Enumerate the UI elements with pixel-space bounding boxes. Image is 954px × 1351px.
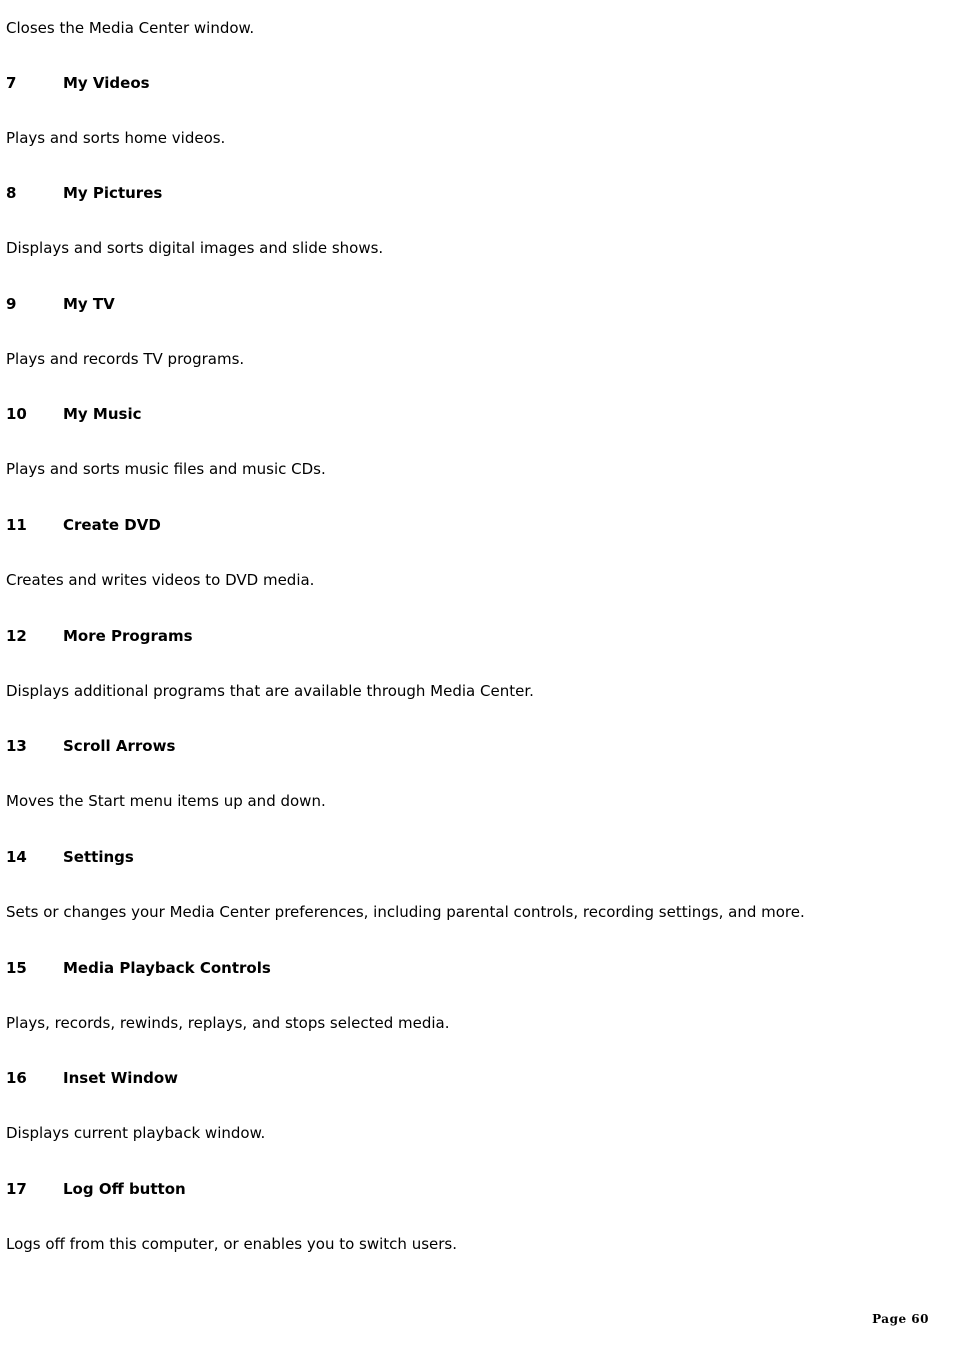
entry-number: 14: [6, 848, 27, 866]
entry-title: Log Off button: [63, 1180, 186, 1198]
entry-number: 15: [6, 959, 27, 977]
entry-description: Displays current playback window.: [6, 1124, 266, 1142]
page-number: Page 60: [872, 1312, 929, 1326]
entry-description: Plays, records, rewinds, replays, and stops selected media.: [6, 1014, 450, 1032]
entry-title: Media Playback Controls: [63, 959, 271, 977]
entry-description: Sets or changes your Media Center preferences, including parental controls, recording settings, and more.: [6, 903, 805, 921]
entry-number: 16: [6, 1069, 27, 1087]
entry-title: My TV: [63, 295, 115, 313]
entry-title: Settings: [63, 848, 134, 866]
entry-number: 8: [6, 184, 17, 202]
entry-title: My Pictures: [63, 184, 163, 202]
entry-description: Plays and sorts home videos.: [6, 129, 226, 147]
entry-title: Inset Window: [63, 1069, 179, 1087]
entry-title: My Videos: [63, 74, 150, 92]
entry-number: 12: [6, 627, 27, 645]
entry-description: Plays and records TV programs.: [6, 350, 245, 368]
entry-description: Logs off from this computer, or enables you to switch users.: [6, 1235, 457, 1253]
entry-number: 11: [6, 516, 27, 534]
entry-title: My Music: [63, 405, 142, 423]
entry-description: Creates and writes videos to DVD media.: [6, 571, 315, 589]
entry-description: Plays and sorts music files and music CDs.: [6, 460, 326, 478]
entry-title: Create DVD: [63, 516, 161, 534]
intro-text: Closes the Media Center window.: [6, 19, 255, 37]
entry-number: 13: [6, 737, 27, 755]
entry-title: More Programs: [63, 627, 193, 645]
entry-number: 10: [6, 405, 27, 423]
entry-number: 17: [6, 1180, 27, 1198]
entry-description: Moves the Start menu items up and down.: [6, 792, 326, 810]
entry-number: 9: [6, 295, 17, 313]
entry-number: 7: [6, 74, 17, 92]
entry-description: Displays and sorts digital images and slide shows.: [6, 239, 384, 257]
entry-description: Displays additional programs that are available through Media Center.: [6, 682, 534, 700]
entry-title: Scroll Arrows: [63, 737, 176, 755]
